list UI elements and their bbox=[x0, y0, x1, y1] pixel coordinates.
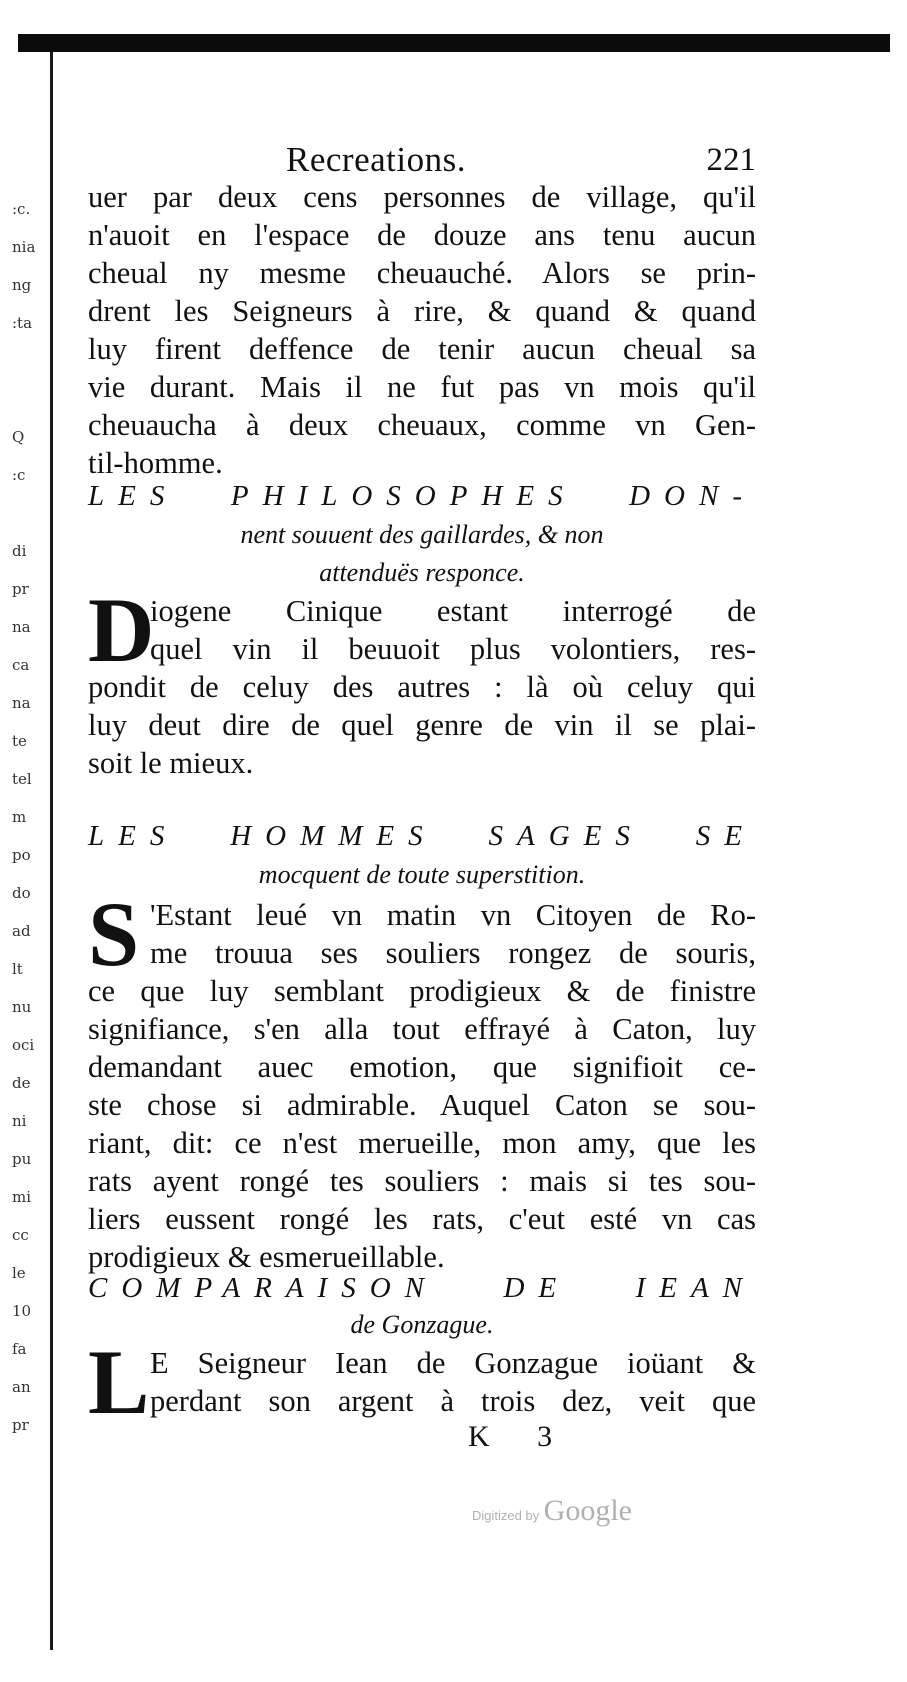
gutter-fragment: le bbox=[12, 1264, 26, 1282]
running-title: Recreations. bbox=[286, 140, 466, 179]
text-line: ce que luy semblant prodigieux & de finistre bbox=[88, 974, 756, 1008]
text-line: vie durant. Mais il ne fut pas vn mois qu'il bbox=[88, 370, 756, 404]
gutter-fragment: tel bbox=[12, 770, 32, 788]
text-line: uer par deux cens personnes de village, qu'il bbox=[88, 180, 756, 214]
gutter-fragment: :ta bbox=[12, 314, 33, 332]
drop-cap-initial: D bbox=[88, 579, 155, 681]
text-line: 'Estant leué vn matin vn Citoyen de Ro- bbox=[150, 898, 756, 932]
section-heading-philosophes: LES PHILOSOPHES DON- bbox=[88, 480, 756, 512]
gutter-fragment: po bbox=[12, 846, 31, 864]
gutter-fragment bbox=[12, 342, 54, 380]
continuation-paragraph bbox=[88, 178, 756, 482]
gutter-fragment bbox=[12, 494, 54, 532]
text-line: rats ayent rongé tes souliers : mais si tes sou- bbox=[88, 1164, 756, 1198]
gutter-fragment: oci bbox=[12, 1036, 35, 1054]
text-line: me trouua ses souliers rongez de souris, bbox=[150, 936, 756, 970]
gutter-fragment: di bbox=[12, 542, 27, 560]
watermark-prefix: Digitized by bbox=[472, 1508, 540, 1523]
gutter-fragment: :c bbox=[12, 466, 26, 484]
section-subheading: de Gonzague. bbox=[350, 1310, 494, 1339]
gutter-fragment: lt bbox=[12, 960, 23, 978]
paragraph-caton bbox=[88, 883, 756, 1276]
text-line: demandant auec emotion, que signifioit ce- bbox=[88, 1050, 756, 1084]
gutter-fragment: de bbox=[12, 1074, 31, 1092]
gutter-fragment: 10 bbox=[12, 1302, 32, 1320]
gutter-fragment bbox=[12, 380, 54, 418]
text-line: luy firent deffence de tenir aucun cheual sa bbox=[88, 332, 756, 366]
gutter-fragment: mi bbox=[12, 1188, 32, 1206]
gutter-fragment: nu bbox=[12, 998, 32, 1016]
gutter-fragment: an bbox=[12, 1378, 31, 1396]
gutter-fragment: ni bbox=[12, 1112, 27, 1130]
section-heading-comparaison: COMPARAISON DE IEAN bbox=[88, 1272, 756, 1304]
signature-mark: K 3 bbox=[468, 1420, 573, 1453]
section-subheading: attenduës responce. bbox=[319, 558, 525, 587]
gutter-fragment: pu bbox=[12, 1150, 32, 1168]
gutter-fragment: na bbox=[12, 694, 31, 712]
text-line: E Seigneur Iean de Gonzague ioüant & bbox=[150, 1346, 756, 1380]
text-line: cheuaucha à deux cheuaux, comme vn Gen- bbox=[88, 408, 756, 442]
text-line: perdant son argent à trois dez, veit que bbox=[150, 1384, 756, 1418]
gutter-fragment: :c. bbox=[12, 200, 31, 218]
gutter-fragment: te bbox=[12, 732, 27, 750]
gutter-fragment: cc bbox=[12, 1226, 29, 1244]
gutter-fragment: ad bbox=[12, 922, 31, 940]
text-line: n'auoit en l'espace de douze ans tenu aucun bbox=[88, 218, 756, 252]
gutter-fragment: fa bbox=[12, 1340, 27, 1358]
digitization-watermark bbox=[472, 1494, 632, 1528]
text-line: iogene Cinique estant interrogé de bbox=[150, 594, 756, 628]
text-line: pondit de celuy des autres : là où celuy qui bbox=[88, 670, 756, 704]
gutter-fragment: m bbox=[12, 808, 27, 826]
text-line: soit le mieux. bbox=[88, 746, 254, 780]
gutter-fragment: ng bbox=[12, 276, 32, 294]
gutter-fragment: pr bbox=[12, 580, 29, 598]
text-line: signifiance, s'en alla tout effrayé à Caton, luy bbox=[88, 1012, 756, 1046]
adjacent-page-fragments bbox=[12, 190, 54, 1444]
top-border-rule bbox=[18, 34, 890, 52]
section-subheading: mocquent de toute superstition. bbox=[258, 860, 586, 889]
text-line: til-homme. bbox=[88, 446, 223, 480]
text-line: prodigieux & esmerueillable. bbox=[88, 1240, 445, 1274]
gutter-fragment: nia bbox=[12, 238, 36, 256]
section-subheading: nent souuent des gaillardes, & non bbox=[240, 520, 604, 549]
paragraph-diogene bbox=[88, 579, 756, 782]
paragraph-gonzague bbox=[88, 1331, 756, 1433]
gutter-fragment: ca bbox=[12, 656, 30, 674]
drop-cap-initial: S bbox=[88, 883, 140, 985]
watermark-logo: Google bbox=[543, 1494, 632, 1527]
drop-cap-initial: L bbox=[88, 1331, 150, 1433]
text-line: ste chose si admirable. Auquel Caton se sou- bbox=[88, 1088, 756, 1122]
text-line: riant, dit: ce n'est merueille, mon amy, que les bbox=[88, 1126, 756, 1160]
gutter-fragment: Q bbox=[12, 428, 25, 446]
gutter-fragment: do bbox=[12, 884, 31, 902]
text-line: quel vin il beuuoit plus volontiers, res- bbox=[150, 632, 756, 666]
text-line: luy deut dire de quel genre de vin il se plai- bbox=[88, 708, 756, 742]
gutter-fragment: pr bbox=[12, 1416, 29, 1434]
gutter-fragment: na bbox=[12, 618, 31, 636]
page-number: 221 bbox=[706, 142, 756, 178]
section-heading-hommes-sages: LES HOMMES SAGES SE bbox=[88, 820, 756, 852]
text-line: liers eussent rongé les rats, c'eut esté vn cas bbox=[88, 1202, 756, 1236]
text-line: drent les Seigneurs à rire, & quand & quand bbox=[88, 294, 756, 328]
text-line: cheual ny mesme cheuauché. Alors se prin- bbox=[88, 256, 756, 290]
